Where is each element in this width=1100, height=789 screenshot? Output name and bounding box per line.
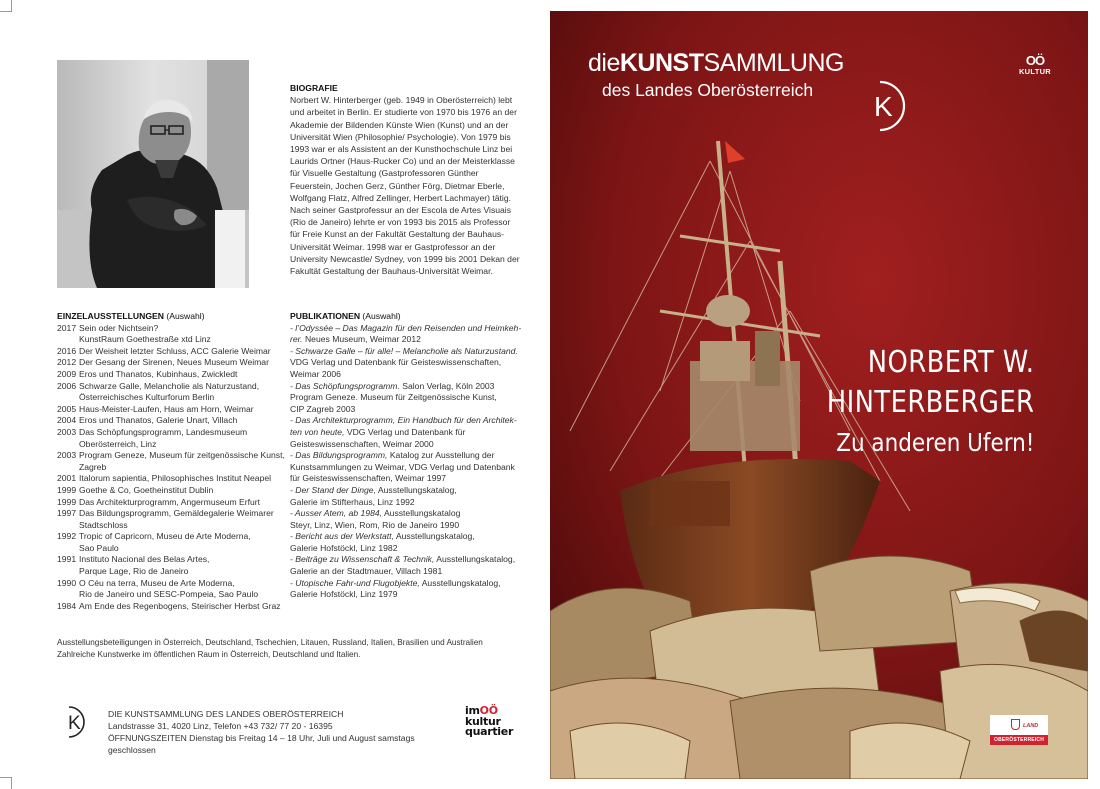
exhibition-year: 2012	[57, 357, 77, 368]
publication-title: - Utopische Fahr-und Flugobjekte,	[290, 577, 420, 588]
publication-detail-line: Program Geneze. Museum für Zeitgenössische Kunst,	[290, 392, 497, 403]
exhibition-year: 2005	[57, 403, 77, 414]
publication-detail: Salon Verlag, Köln 2003	[399, 380, 495, 391]
publication-detail: Ausstellungskatalog,	[393, 531, 475, 542]
brand-die: die	[588, 49, 620, 77]
kulturquartier-logo-im: im	[465, 704, 480, 717]
exhibition-venue: Oberösterreich, Linz	[79, 438, 157, 449]
exhibition-title: Instituto Nacional des Belas Artes,	[79, 554, 210, 565]
publication-title-cont: ten von heute,	[290, 426, 345, 437]
artist-portrait-photo	[57, 60, 249, 288]
publications-heading-text: PUBLIKATIONEN	[290, 311, 361, 321]
exhibition-title: Tropic of Capricorn, Museu de Arte Moderna,	[79, 531, 251, 542]
exhibition-title: Goethe & Co, Goetheinstitut Dublin	[79, 484, 214, 495]
publication-detail: Katalog zur Ausstellung der	[387, 450, 495, 461]
exhibition-year: 2017	[57, 322, 77, 333]
publication-detail-line: Kunstsammlungen zu Weimar, VDG Verlag und Datenbank	[290, 461, 515, 472]
kultur-logo	[1017, 54, 1053, 76]
exhibition-year: 2003	[57, 450, 77, 461]
exhibition-title: Italorum sapientia, Philosophisches Institut Neapel	[79, 473, 272, 484]
cover-page	[550, 11, 1088, 779]
publication-title-line	[290, 346, 525, 358]
exhibition-year: 2001	[57, 473, 77, 484]
exhibition-title: Eros und Thanatos, Kubinhaus, Zwickledt	[79, 368, 238, 379]
left-page	[0, 0, 548, 789]
publication-title-line	[290, 427, 525, 439]
brand-kunst: KUNST	[619, 49, 704, 77]
crop-mark	[11, 777, 12, 789]
footer-hours-label: ÖFFNUNGSZEITEN	[108, 733, 187, 743]
footer-address: Landstrasse 31, 4020 Linz, Telefon +43 732/ 77 20 - 16395	[108, 721, 333, 731]
exhibition-year: 2006	[57, 380, 77, 391]
kultur-logo-glyph: OÖ	[1025, 53, 1045, 68]
exhibition-title: Das Schöpfungsprogramm, Landesmuseum	[79, 426, 248, 437]
footer-hours	[108, 732, 438, 756]
exhibition-title: Der Gesang der Sirenen, Neues Museum Weimar	[79, 357, 269, 368]
exhibition-item	[57, 323, 289, 335]
exhibition-title: Haus-Meister-Laufen, Haus am Horn, Weimar	[79, 403, 254, 414]
exhibition-year: 2016	[57, 345, 77, 356]
brand-k-letter: K	[874, 91, 893, 122]
cover-title-firstname: NORBERT W.	[867, 345, 1034, 380]
publication-detail-line: Geisteswissenschaften, Weimar 2000	[290, 438, 434, 449]
solo-exhibitions-heading-text: EINZELAUSSTELLUNGEN	[57, 311, 164, 321]
publications-section	[290, 311, 525, 601]
exhibition-venue: Stadtschloss	[79, 519, 128, 530]
publications-heading-sub: (Auswahl)	[362, 311, 401, 321]
exhibition-item	[57, 508, 289, 520]
publication-title: - Der Stand der Dinge,	[290, 484, 376, 495]
publication-detail-line: für Geisteswissenschaften, Weimar 1997	[290, 473, 447, 484]
publication-title-line	[290, 508, 525, 520]
kultur-logo-label: KULTUR	[1018, 67, 1052, 76]
exhibition-year: 1999	[57, 496, 77, 507]
exhibition-item	[57, 404, 289, 416]
exhibition-title: Das Bildungsprogramm, Gemäldegalerie Weimarer	[79, 508, 274, 519]
exhibition-title: O Céu na terra, Museu de Arte Moderna,	[79, 577, 235, 588]
publication-detail-line: CIP Zagreb 2003	[290, 403, 356, 414]
exhibition-year: 1984	[57, 600, 77, 611]
exhibition-item	[57, 531, 289, 543]
brand-sammlung: SAMMLUNG	[703, 49, 844, 77]
exhibition-item	[57, 497, 289, 509]
publication-title: - Beiträge zu Wissenschaft & Technik,	[290, 554, 435, 565]
exhibition-item	[57, 601, 289, 613]
solo-exhibitions-heading	[57, 311, 289, 323]
footer-hours-text: Dienstag bis Freitag 14 – 18 Uhr, Juli und August samstags geschlossen	[108, 733, 415, 755]
exhibition-title: Am Ende des Regenbogens, Steirischer Herbst Graz	[79, 600, 281, 611]
publication-detail-line: Weimar 2006	[290, 368, 341, 379]
brand-subline: des Landes Oberösterreich	[602, 80, 814, 100]
exhibition-item	[57, 578, 289, 590]
publication-title: - Das Bildungsprogramm,	[290, 450, 388, 461]
publication-title-line	[290, 415, 525, 427]
publication-title-line	[290, 578, 525, 590]
publication-detail: Ausstellungskatalog,	[434, 554, 516, 565]
publication-title: - Das Schöpfungsprogramm.	[290, 380, 400, 391]
brand-k-icon	[864, 78, 910, 134]
footer-contact	[108, 708, 438, 756]
exhibition-item	[57, 381, 289, 393]
publication-title: - Ausser Atem, ab 1984,	[290, 508, 383, 519]
exhibition-item	[57, 415, 289, 427]
publications-heading	[290, 311, 525, 323]
publications-list	[290, 323, 525, 601]
exhibition-title: Der Weisheit letzter Schluss, ACC Galerie Weimar	[79, 345, 271, 356]
publication-detail: Neues Museum, Weimar 2012	[302, 334, 421, 345]
publication-title: - Das Architekturprogramm, Ein Handbuch für den Architek-	[290, 415, 517, 426]
publication-detail: Ausstellungskatalog	[382, 508, 461, 519]
k-logo-letter: K	[68, 713, 81, 734]
biography-heading: BIOGRAFIE	[290, 83, 338, 93]
footer-org: DIE KUNSTSAMMLUNG DES LANDES OBERÖSTERREICH	[108, 709, 344, 719]
exhibition-venue: Zagreb	[79, 461, 107, 472]
exhibition-year: 1991	[57, 554, 77, 565]
exhibition-item	[57, 427, 289, 439]
solo-exhibitions-section	[57, 311, 289, 612]
exhibition-venue: Sao Paulo	[79, 542, 119, 553]
solo-exhibitions-list	[57, 323, 289, 613]
exhibition-year: 1999	[57, 484, 77, 495]
exhibition-year: 2009	[57, 368, 77, 379]
exhibition-title: Eros und Thanatos, Galerie Unart, Villach	[79, 415, 238, 426]
biography-section	[290, 82, 520, 277]
publication-detail: Ausstellungskatalog,	[419, 577, 501, 588]
publication-title-line	[290, 334, 525, 346]
publication-detail-line: Galerie Hofstöckl, Linz 1982	[290, 542, 398, 553]
land-logo-land: LAND	[1023, 723, 1039, 729]
publication-title: - l’Odyssée – Das Magazin für den Reisenden und Heimkeh-	[290, 322, 522, 333]
kulturquartier-logo-quartier: quartier	[465, 725, 514, 738]
exhibition-year: 1997	[57, 508, 77, 519]
publication-title-line	[290, 531, 525, 543]
solo-exhibitions-heading-sub: (Auswahl)	[166, 311, 205, 321]
publication-title-line	[290, 323, 525, 335]
exhibition-item	[57, 369, 289, 381]
publication-detail-line: Galerie an der Stadtmauer, Villach 1981	[290, 566, 443, 577]
publication-detail-line: Galerie Hofstöckl, Linz 1979	[290, 589, 398, 600]
exhibition-year: 1992	[57, 531, 77, 542]
kulturquartier-logo-kultur: kultur	[465, 714, 501, 728]
kunstsammlung-brand-logo	[588, 49, 893, 122]
exhibition-item	[57, 473, 289, 485]
publication-title: - Schwarze Galle – für alle! – Melancholie als Naturzustand.	[290, 345, 518, 356]
group-exhibitions-line: Ausstellungsbeteiligungen in Österreich, Deutschland, Tschechien, Litauen, Russland, Italien, Brasilien und Australien	[57, 638, 483, 647]
publication-detail-line: Galerie im Stifterhaus, Linz 1992	[290, 496, 415, 507]
exhibition-item	[57, 554, 289, 566]
publication-title-line	[290, 381, 525, 393]
exhibition-venue: Rio de Janeiro und SESC-Pompeia, Sao Paulo	[79, 589, 259, 600]
exhibition-venue: Parque Lage, Rio de Janeiro	[79, 566, 189, 577]
publication-detail: VDG Verlag und Datenbank für	[344, 426, 466, 437]
publication-detail-line: VDG Verlag und Datenbank für Geisteswissenschaften,	[290, 357, 502, 368]
exhibition-item	[57, 485, 289, 497]
exhibition-venue: Österreichisches Kulturforum Berlin	[79, 392, 215, 403]
publication-title-cont: rer.	[290, 334, 303, 345]
exhibition-title: Sein oder Nichtsein?	[79, 322, 159, 333]
exhibition-item	[57, 450, 289, 462]
publication-title-line	[290, 485, 525, 497]
cover-title-subtitle: Zu anderen Ufern!	[835, 428, 1034, 457]
cover-title-lastname: HINTERBERGER	[826, 385, 1034, 420]
publication-title-line	[290, 554, 525, 566]
exhibition-year: 1990	[57, 577, 77, 588]
crop-mark	[11, 0, 12, 12]
publication-detail-line: Steyr, Linz, Wien, Rom, Rio de Janeiro 1990	[290, 519, 460, 530]
public-space-line: Zahlreiche Kunstwerke im öffentlichen Raum in Österreich, Deutschland und Italien.	[57, 650, 361, 659]
exhibition-item	[57, 346, 289, 358]
kunstsammlung-k-logo	[57, 704, 93, 740]
group-exhibitions-note	[57, 637, 527, 661]
land-logo-name: OBERÖSTERREICH	[990, 735, 1048, 745]
kulturquartier-logo-oo: OÖ	[479, 704, 498, 717]
publication-title-line	[290, 450, 525, 462]
brand-wordmark	[588, 49, 844, 78]
publication-title: - Bericht aus der Werkstatt,	[290, 531, 394, 542]
exhibition-item	[57, 357, 289, 369]
biography-text: Norbert W. Hinterberger (geb. 1949 in Oberösterreich) lebt und arbeitet in Berlin. Er studierte von 1970 bis 1976 an der Akademie der Bildenden Künste Wien (Kunst) und an der Universität Wien (Philosophie/ Psychologie). Von 1979 bis 1993 war er als Assistent an der Kunsthochschule Linz bei Laurids Ortner (Haus-Rucker Co) und an der Meisterklasse für Visuelle Gestaltung (Gastprofessoren Günther Feuerstein, Jochen Gerz, Günther Förg, Dietmar Eberle, Wolfgang Flatz, Alfred Zellinger, Herbert Lachmayer) tätig. Nach seiner Gastprofessur an der Escola de Artes Visuais (Rio de Janeiro) lehrte er von 1993 bis 2015 als Professor für Freie Kunst an der Fakultät Gestaltung der Bauhaus-Universität Weimar. 1998 war er Gastprofessor an der University Newcastle/ Sydney, von 1999 bis 2001 Dekan der Fakultät Gestaltung der Bauhaus-Universität Weimar.	[290, 95, 520, 277]
exhibition-venue: KunstRaum Goethestraße xtd Linz	[79, 334, 211, 345]
exhibition-year: 2003	[57, 426, 77, 437]
cover-title	[793, 343, 1034, 461]
exhibition-year: 2004	[57, 415, 77, 426]
land-oberoesterreich-logo	[990, 715, 1048, 745]
exhibition-title: Das Architekturprogramm, Angermuseum Erfurt	[79, 496, 261, 507]
publication-detail: Ausstellungskatalog,	[375, 484, 457, 495]
exhibition-title: Schwarze Galle, Melancholie als Naturzustand,	[79, 380, 260, 391]
exhibition-title: Program Geneze, Museum für zeitgenössische Kunst,	[79, 450, 285, 461]
coat-of-arms-icon	[1011, 719, 1020, 730]
kulturquartier-logo	[465, 706, 521, 738]
